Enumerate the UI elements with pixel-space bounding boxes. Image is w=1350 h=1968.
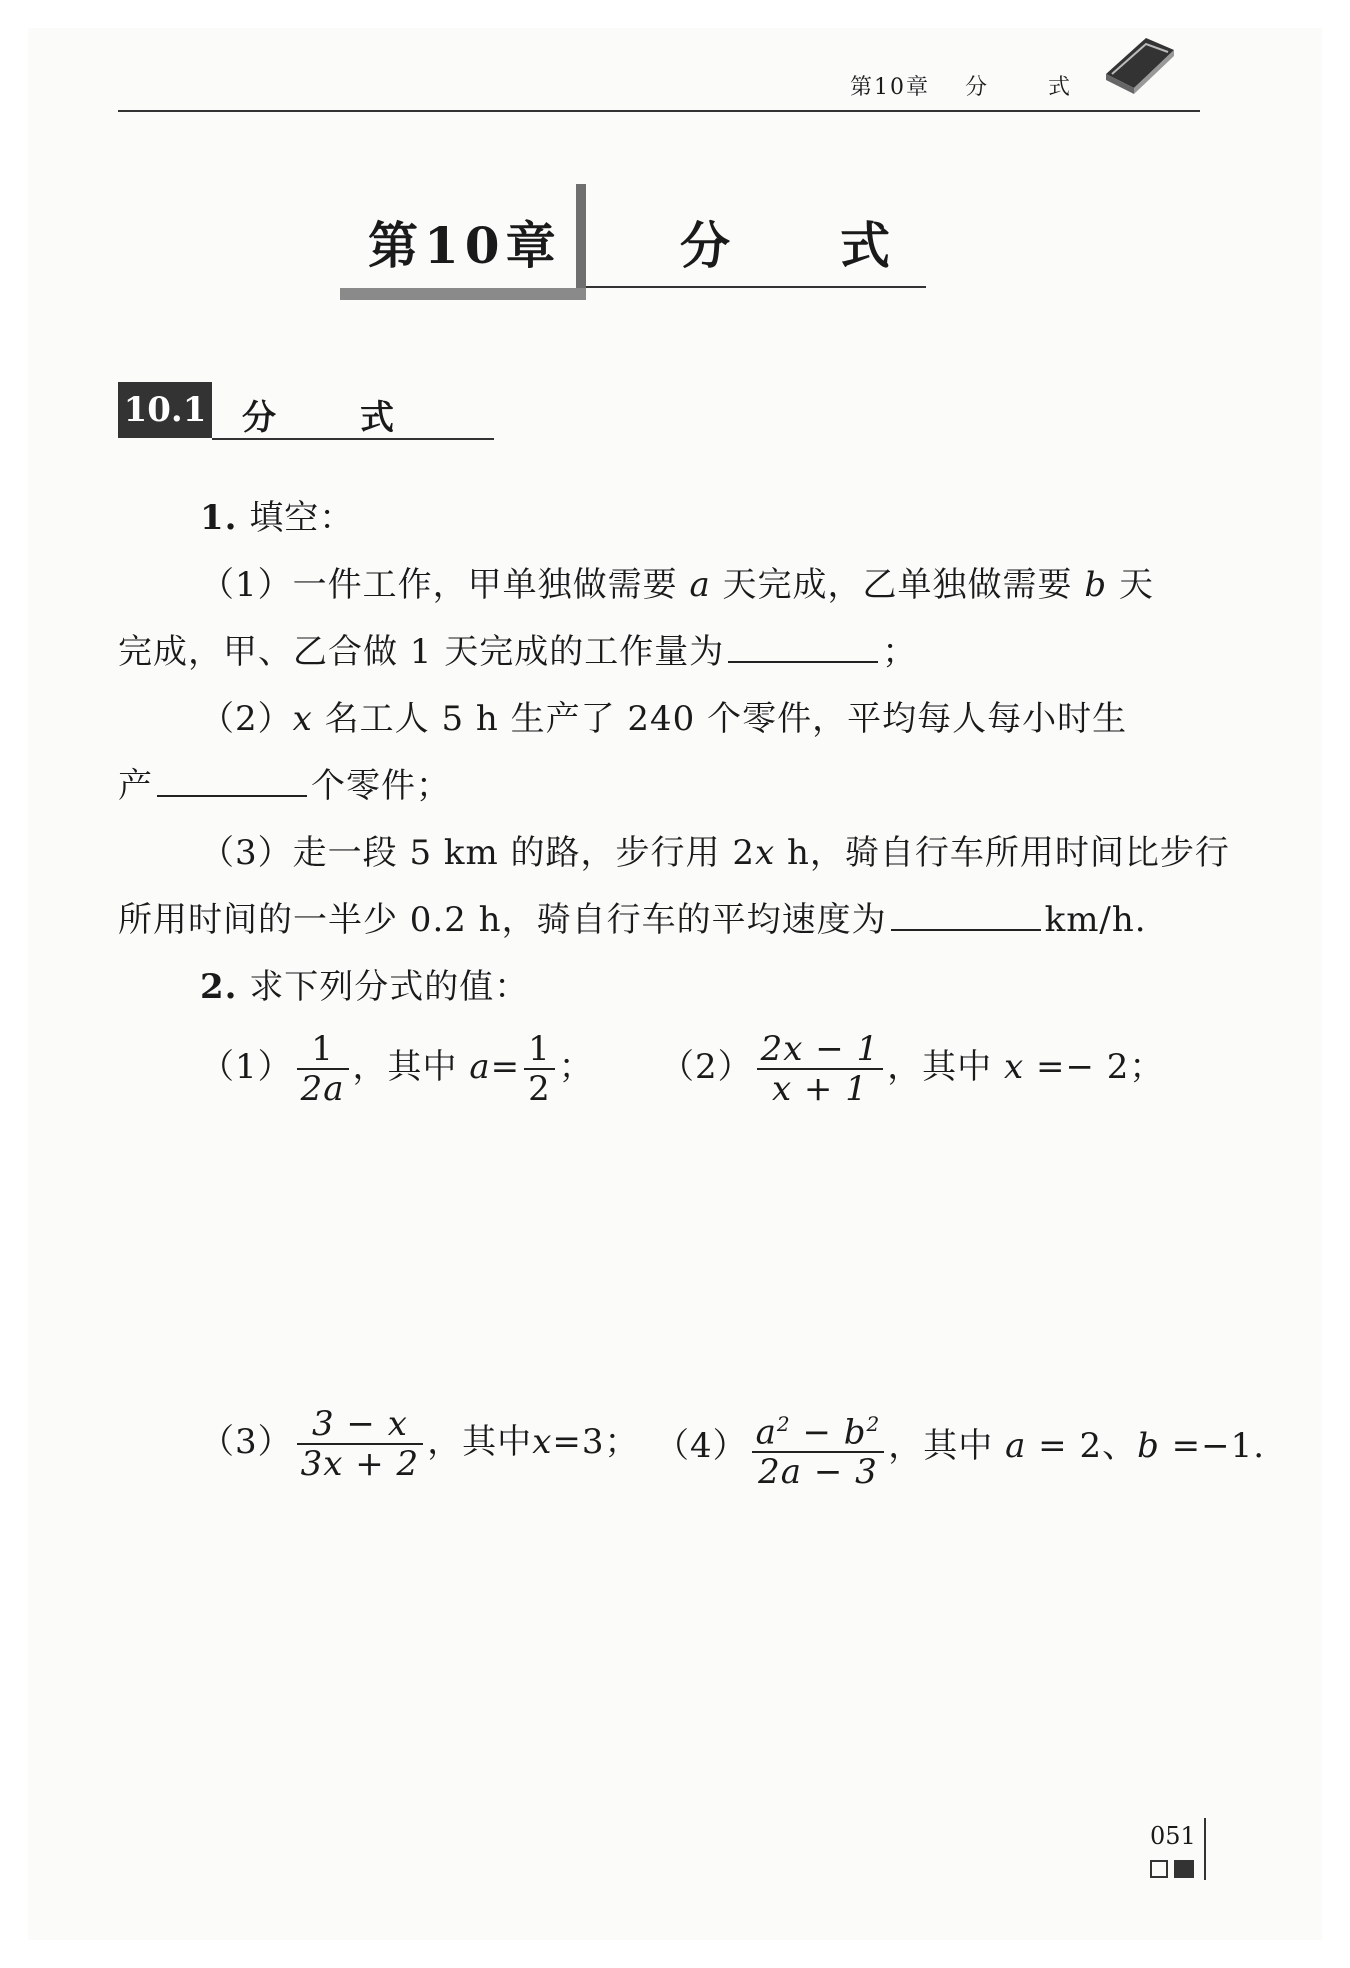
question-2-heading xyxy=(200,959,529,1008)
q2-item2-label: （2） xyxy=(660,1047,753,1087)
q1-part1-text-e: ； xyxy=(882,632,918,672)
chapter-title xyxy=(340,188,926,300)
chapter-name-a: 分 xyxy=(680,216,730,275)
running-header-title-a: 分 xyxy=(964,75,989,100)
q1-part1-line2 xyxy=(118,624,917,673)
q2-item1-denominator: 2a xyxy=(300,1069,345,1109)
q1-part2-var-x: x xyxy=(292,699,313,739)
q2-item4-num-sup1: 2 xyxy=(776,1412,791,1436)
q2-item4-var-a: a xyxy=(1005,1426,1027,1467)
q1-part2-label: （2） xyxy=(200,699,293,739)
section-header xyxy=(118,382,494,440)
q2-item1-end: ； xyxy=(558,1047,594,1087)
q2-item2 xyxy=(660,1030,1164,1108)
q2-item2-var: x xyxy=(1004,1047,1025,1087)
q2-item3-value: =3； xyxy=(552,1422,640,1462)
q2-item1 xyxy=(200,1030,594,1108)
q2-item2-fraction xyxy=(757,1030,884,1108)
running-header-title-b: 式 xyxy=(1047,75,1072,100)
q2-item2-numerator: 2x − 1 xyxy=(757,1030,884,1070)
q1-part1-text-d: 完成，甲、乙合做 1 天完成的工作量为 xyxy=(118,632,725,672)
page-marker-filled-square-icon xyxy=(1174,1860,1194,1878)
q2-item4-num-sup2: 2 xyxy=(866,1412,881,1436)
q1-part3-line1 xyxy=(200,825,1230,874)
q2-item1-value-fraction xyxy=(524,1030,555,1108)
q1-part2-answer-blank[interactable] xyxy=(157,794,307,797)
page-number-bar xyxy=(1204,1818,1206,1880)
q1-part3-text-c: 所用时间的一半少 0.2 h，骑自行车的平均速度为 xyxy=(118,900,887,940)
page-marker-empty-square-icon xyxy=(1150,1860,1168,1878)
q1-part2-line1 xyxy=(200,691,1127,740)
q1-part3-text-a: （3）走一段 5 km 的路，步行用 2 xyxy=(200,833,755,873)
question-1-heading xyxy=(200,490,354,539)
chapter-number: 第10章 xyxy=(368,216,562,275)
q2-item3-label: （3） xyxy=(200,1422,293,1462)
chapter-title-underline xyxy=(586,286,926,288)
section-name-a: 分 xyxy=(242,398,276,438)
running-header-text xyxy=(844,70,1072,101)
q2-item4-denominator: 2a − 3 xyxy=(758,1452,878,1493)
q2-item4-value-b: =−1. xyxy=(1159,1426,1266,1467)
q1-part1-text-a: （1）一件工作，甲单独做需要 xyxy=(200,565,678,605)
q2-item2-denominator: x + 1 xyxy=(771,1069,868,1109)
q1-part1-line1 xyxy=(200,557,1154,606)
q2-item1-label: （1） xyxy=(200,1047,293,1087)
running-header xyxy=(118,68,1200,112)
question-1-text: 填空： xyxy=(249,498,355,538)
q2-item3-numerator: 3 − x xyxy=(297,1405,424,1445)
question-1-label: 1. xyxy=(200,498,238,538)
q1-part2-text-c: 个零件； xyxy=(311,766,451,806)
q2-item4-var-b: b xyxy=(1137,1426,1160,1467)
q2-item3 xyxy=(200,1405,640,1483)
q1-part1-text-b: 天完成，乙单独做需要 xyxy=(722,565,1073,605)
q2-item4-fraction xyxy=(752,1405,885,1491)
q2-item3-fraction xyxy=(297,1405,424,1483)
section-name-b: 式 xyxy=(360,398,394,438)
q1-part3-answer-blank[interactable] xyxy=(891,928,1041,931)
book-icon xyxy=(1100,30,1180,100)
q2-item3-denominator: 3x + 2 xyxy=(300,1444,420,1484)
q1-part3-var-x: x xyxy=(754,833,776,873)
question-2-label: 2. xyxy=(200,967,238,1007)
page-number: 051 xyxy=(1150,1822,1196,1850)
question-2-text: 求下列分式的值： xyxy=(249,967,530,1007)
q1-part1-var-a: a xyxy=(689,565,711,605)
q2-item1-var: a xyxy=(469,1047,491,1087)
q1-part1-text-c: 天 xyxy=(1118,565,1154,605)
q2-item4-num-a: a xyxy=(755,1412,777,1453)
q1-part2-line2 xyxy=(118,758,451,807)
q1-part1-answer-blank[interactable] xyxy=(728,660,878,663)
q2-item1-value-denominator: 2 xyxy=(528,1069,551,1109)
q2-item3-var: x xyxy=(532,1422,553,1462)
q2-item4-condition: ，其中 xyxy=(888,1426,994,1467)
q2-item4 xyxy=(655,1405,1265,1491)
section-underline xyxy=(212,438,494,440)
q2-item4-num-mid: − b xyxy=(790,1412,867,1453)
q1-part2-text-b: 产 xyxy=(118,766,153,806)
q2-item1-eq: = xyxy=(490,1047,521,1087)
q2-item4-value-a: = 2、 xyxy=(1026,1426,1138,1467)
q1-part2-text-a: 名工人 5 h 生产了 240 个零件，平均每人每小时生 xyxy=(324,699,1128,739)
q2-item1-fraction xyxy=(297,1030,349,1108)
q1-part3-text-b: h，骑自行车所用时间比步行 xyxy=(775,833,1230,873)
q2-item4-label: （4） xyxy=(655,1426,748,1467)
section-number: 10.1 xyxy=(118,382,212,438)
q2-item1-numerator: 1 xyxy=(297,1030,349,1070)
q2-item2-condition: ，其中 xyxy=(887,1047,993,1087)
q2-item1-condition: ，其中 xyxy=(352,1047,458,1087)
q2-item2-value: =− 2； xyxy=(1024,1047,1165,1087)
q2-item3-condition: ，其中 xyxy=(427,1422,533,1462)
q1-part3-line2 xyxy=(118,892,1147,941)
chapter-title-vertical-bar xyxy=(576,184,586,294)
chapter-name-b: 式 xyxy=(840,216,890,275)
q2-item4-numerator xyxy=(752,1405,885,1453)
q2-item1-value-numerator: 1 xyxy=(524,1030,555,1070)
q1-part3-text-d: km/h. xyxy=(1044,900,1147,940)
running-header-chapter: 第10章 xyxy=(849,75,930,100)
chapter-number-box xyxy=(340,188,586,288)
q1-part1-var-b: b xyxy=(1084,565,1108,605)
chapter-title-horizontal-bar xyxy=(340,288,586,300)
